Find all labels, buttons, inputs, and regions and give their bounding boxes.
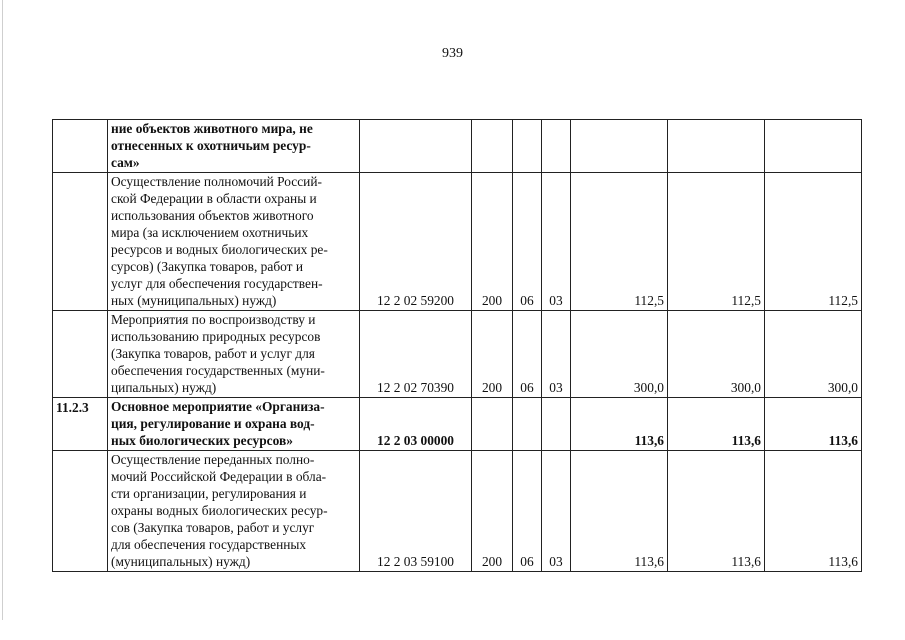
table-row (53, 120, 862, 173)
table-row (53, 451, 862, 572)
row-description: Осуществление переданных полно- мочий Российской Федерации в обла- сти организации, регулирования и охраны водных биологических ресур- сов (Закупка товаров, работ и услуг для обеспечения государственных (муниципальных) нужд) (108, 451, 360, 572)
row-number (53, 120, 108, 173)
expense-type-code: 200 (472, 311, 513, 398)
target-article-code: 12 2 02 59200 (360, 173, 472, 311)
table-row (53, 173, 862, 311)
subsection-code: 03 (542, 451, 571, 572)
table-row (53, 311, 862, 398)
row-number (53, 311, 108, 398)
row-number (53, 173, 108, 311)
row-description: Осуществление полномочий Россий- ской Федерации в области охраны и использования объектов животного мира (за исключением охотничьих ресурсов и водных биологических ре- сурсов) (Закупка товаров, работ и услуг для обеспечения государствен- ных (муниципальных) нужд) (108, 173, 360, 311)
amount-year-3: 300,0 (765, 311, 862, 398)
target-article-code: 12 2 02 70390 (360, 311, 472, 398)
expense-type-code: 200 (472, 451, 513, 572)
section-code (513, 120, 542, 173)
row-description: ние объектов животного мира, не отнесенных к охотничьим ресур- сам» (108, 120, 360, 173)
amount-year-2: 113,6 (668, 398, 765, 451)
amount-year-3 (765, 120, 862, 173)
expense-type-code (472, 120, 513, 173)
amount-year-2: 113,6 (668, 451, 765, 572)
target-article-code: 12 2 03 00000 (360, 398, 472, 451)
section-code: 06 (513, 451, 542, 572)
subsection-code (542, 120, 571, 173)
amount-year-2: 112,5 (668, 173, 765, 311)
section-code (513, 398, 542, 451)
subsection-code: 03 (542, 311, 571, 398)
budget-table (52, 119, 862, 572)
row-number: 11.2.3 (53, 398, 108, 451)
amount-year-1 (571, 120, 668, 173)
amount-year-3: 113,6 (765, 451, 862, 572)
section-code: 06 (513, 173, 542, 311)
amount-year-1: 113,6 (571, 451, 668, 572)
subsection-code: 03 (542, 173, 571, 311)
amount-year-1: 112,5 (571, 173, 668, 311)
page-number: 939 (442, 46, 463, 61)
expense-type-code: 200 (472, 173, 513, 311)
row-description: Основное мероприятие «Организа- ция, регулирование и охрана вод- ных биологических ресурсов» (108, 398, 360, 451)
amount-year-2: 300,0 (668, 311, 765, 398)
table-row (53, 398, 862, 451)
row-description: Мероприятия по воспроизводству и использованию природных ресурсов (Закупка товаров, работ и услуг для обеспечения государственных (муни- ципальных) нужд) (108, 311, 360, 398)
target-article-code: 12 2 03 59100 (360, 451, 472, 572)
scan-edge-line (2, 0, 3, 620)
amount-year-1: 113,6 (571, 398, 668, 451)
row-number (53, 451, 108, 572)
amount-year-2 (668, 120, 765, 173)
amount-year-3: 112,5 (765, 173, 862, 311)
subsection-code (542, 398, 571, 451)
expense-type-code (472, 398, 513, 451)
amount-year-3: 113,6 (765, 398, 862, 451)
amount-year-1: 300,0 (571, 311, 668, 398)
section-code: 06 (513, 311, 542, 398)
target-article-code (360, 120, 472, 173)
